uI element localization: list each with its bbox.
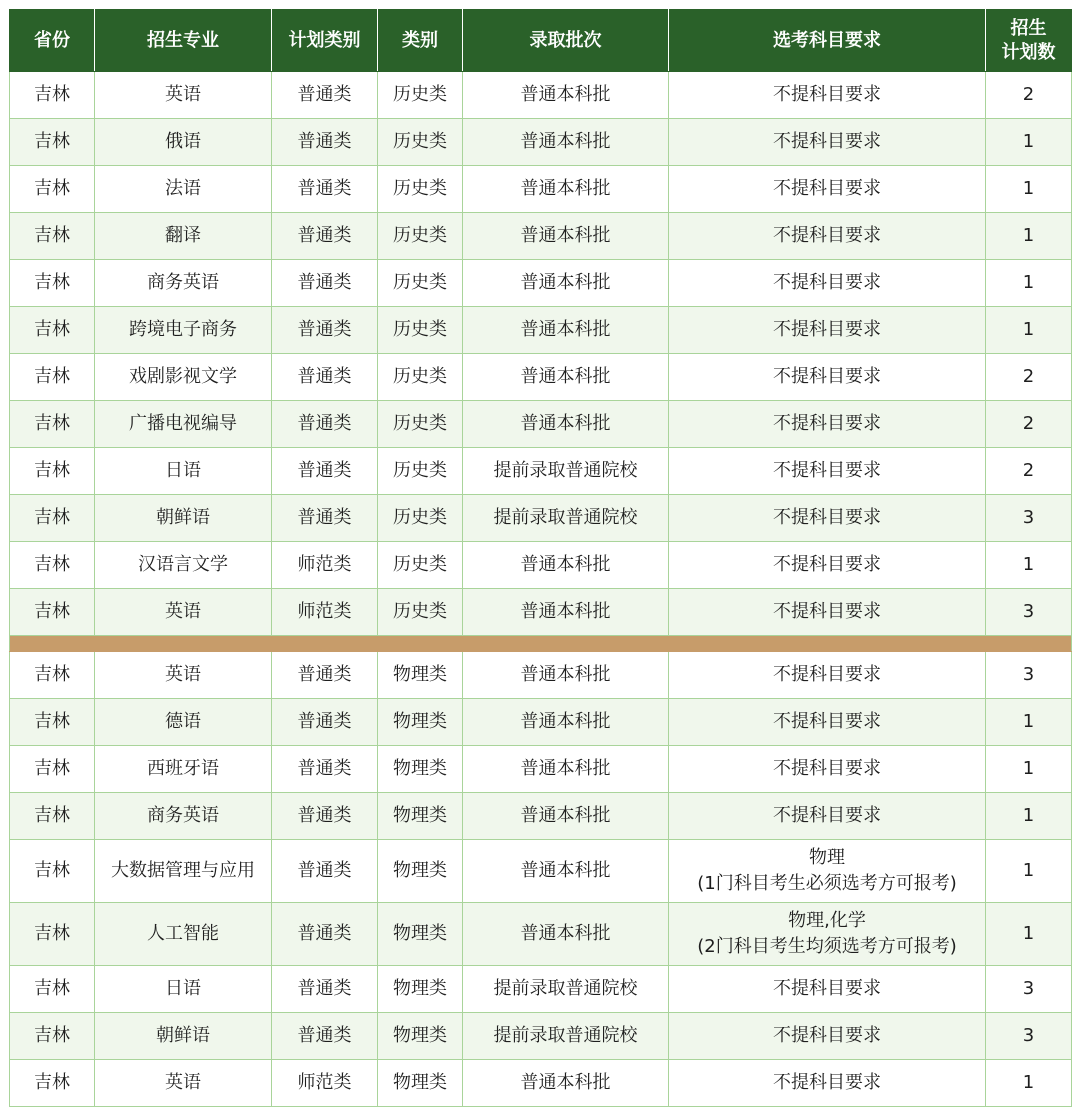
cell-subject-requirement: 不提科目要求: [669, 354, 986, 401]
requirement-subjects: 物理,化学: [788, 910, 866, 931]
cell-batch: 普通本科批: [463, 119, 669, 166]
header-category: 类别: [378, 10, 463, 72]
cell-batch: 普通本科批: [463, 354, 669, 401]
cell-province: 吉林: [10, 746, 95, 793]
cell-plan-type: 普通类: [272, 166, 378, 213]
cell-province: 吉林: [10, 260, 95, 307]
cell-subject-requirement: 不提科目要求: [669, 448, 986, 495]
cell-plan-type: 普通类: [272, 213, 378, 260]
cell-plan-count: 1: [986, 213, 1072, 260]
cell-province: 吉林: [10, 589, 95, 636]
cell-subject-requirement: 不提科目要求: [669, 72, 986, 119]
cell-category: 物理类: [378, 699, 463, 746]
cell-province: 吉林: [10, 699, 95, 746]
cell-plan-count: 1: [986, 746, 1072, 793]
table-row: [10, 542, 1072, 589]
table-row: [10, 903, 1072, 966]
table-row: [10, 213, 1072, 260]
cell-major: 英语: [95, 72, 272, 119]
cell-plan-count: 1: [986, 699, 1072, 746]
cell-province: 吉林: [10, 72, 95, 119]
cell-category: 历史类: [378, 307, 463, 354]
cell-province: 吉林: [10, 652, 95, 699]
cell-major: 日语: [95, 966, 272, 1013]
cell-plan-count: 3: [986, 589, 1072, 636]
cell-plan-type: 普通类: [272, 966, 378, 1013]
cell-plan-type: 师范类: [272, 1060, 378, 1107]
cell-major: 英语: [95, 1060, 272, 1107]
cell-subject-requirement: 不提科目要求: [669, 589, 986, 636]
cell-batch: 普通本科批: [463, 307, 669, 354]
table-row: [10, 119, 1072, 166]
cell-plan-type: 普通类: [272, 903, 378, 966]
cell-category: 历史类: [378, 260, 463, 307]
cell-plan-count: 1: [986, 260, 1072, 307]
cell-province: 吉林: [10, 166, 95, 213]
cell-province: 吉林: [10, 213, 95, 260]
cell-category: 物理类: [378, 966, 463, 1013]
header-plan-type: 计划类别: [272, 10, 378, 72]
cell-batch: 普通本科批: [463, 589, 669, 636]
table-row: [10, 72, 1072, 119]
table-row: [10, 746, 1072, 793]
cell-plan-count: 2: [986, 401, 1072, 448]
header-batch: 录取批次: [463, 10, 669, 72]
section-divider-bar: [10, 636, 1072, 652]
cell-category: 物理类: [378, 1013, 463, 1060]
cell-plan-type: 普通类: [272, 72, 378, 119]
cell-major: 戏剧影视文学: [95, 354, 272, 401]
table-row: [10, 495, 1072, 542]
cell-plan-type: 师范类: [272, 542, 378, 589]
cell-major: 广播电视编导: [95, 401, 272, 448]
requirement-note: (1门科目考生必须选考方可报考): [697, 873, 957, 894]
cell-category: 物理类: [378, 903, 463, 966]
cell-batch: 普通本科批: [463, 260, 669, 307]
table-row: [10, 840, 1072, 903]
cell-plan-count: 2: [986, 448, 1072, 495]
table-row: [10, 589, 1072, 636]
cell-subject-requirement: 不提科目要求: [669, 746, 986, 793]
cell-category: 历史类: [378, 448, 463, 495]
cell-plan-count: 1: [986, 840, 1072, 903]
cell-major: 跨境电子商务: [95, 307, 272, 354]
cell-province: 吉林: [10, 119, 95, 166]
cell-batch: 普通本科批: [463, 166, 669, 213]
table-row: [10, 307, 1072, 354]
cell-batch: 普通本科批: [463, 652, 669, 699]
cell-batch: 普通本科批: [463, 840, 669, 903]
cell-batch: 普通本科批: [463, 903, 669, 966]
cell-major: 朝鲜语: [95, 495, 272, 542]
cell-plan-count: 1: [986, 903, 1072, 966]
table-row: [10, 1060, 1072, 1107]
cell-category: 历史类: [378, 542, 463, 589]
cell-batch: 提前录取普通院校: [463, 448, 669, 495]
header-plan-count: [986, 10, 1072, 72]
cell-province: 吉林: [10, 495, 95, 542]
cell-category: 历史类: [378, 72, 463, 119]
header-row: [10, 10, 1072, 72]
cell-plan-count: 3: [986, 495, 1072, 542]
header-plan-count-line1: 招生: [1010, 17, 1047, 39]
cell-major: 商务英语: [95, 793, 272, 840]
cell-province: 吉林: [10, 793, 95, 840]
cell-category: 物理类: [378, 652, 463, 699]
section-divider: [10, 636, 1072, 652]
table-row: [10, 966, 1072, 1013]
cell-province: 吉林: [10, 1013, 95, 1060]
cell-plan-type: 普通类: [272, 840, 378, 903]
cell-subject-requirement: 不提科目要求: [669, 793, 986, 840]
table-row: [10, 260, 1072, 307]
cell-major: 人工智能: [95, 903, 272, 966]
table-body: [10, 72, 1072, 1107]
cell-plan-type: 普通类: [272, 746, 378, 793]
requirement-note: (2门科目考生均须选考方可报考): [697, 936, 957, 957]
table-row: [10, 166, 1072, 213]
cell-plan-type: 普通类: [272, 1013, 378, 1060]
cell-province: 吉林: [10, 307, 95, 354]
cell-subject-requirement: 不提科目要求: [669, 652, 986, 699]
cell-category: 历史类: [378, 119, 463, 166]
cell-subject-requirement: 不提科目要求: [669, 260, 986, 307]
cell-plan-type: 普通类: [272, 652, 378, 699]
cell-batch: 提前录取普通院校: [463, 966, 669, 1013]
cell-subject-requirement: [669, 903, 986, 966]
table-row: [10, 448, 1072, 495]
cell-subject-requirement: [669, 840, 986, 903]
cell-subject-requirement: 不提科目要求: [669, 1013, 986, 1060]
cell-batch: 普通本科批: [463, 793, 669, 840]
cell-batch: 普通本科批: [463, 699, 669, 746]
cell-plan-type: 普通类: [272, 354, 378, 401]
cell-plan-count: 3: [986, 966, 1072, 1013]
cell-subject-requirement: 不提科目要求: [669, 699, 986, 746]
cell-major: 英语: [95, 652, 272, 699]
cell-province: 吉林: [10, 401, 95, 448]
cell-plan-count: 1: [986, 793, 1072, 840]
cell-plan-count: 3: [986, 1013, 1072, 1060]
cell-major: 俄语: [95, 119, 272, 166]
cell-batch: 普通本科批: [463, 1060, 669, 1107]
cell-plan-count: 1: [986, 166, 1072, 213]
cell-subject-requirement: 不提科目要求: [669, 119, 986, 166]
cell-province: 吉林: [10, 840, 95, 903]
cell-plan-type: 普通类: [272, 119, 378, 166]
cell-category: 历史类: [378, 354, 463, 401]
table-row: [10, 699, 1072, 746]
cell-plan-count: 1: [986, 542, 1072, 589]
cell-batch: 提前录取普通院校: [463, 1013, 669, 1060]
cell-category: 历史类: [378, 166, 463, 213]
cell-category: 历史类: [378, 213, 463, 260]
cell-major: 大数据管理与应用: [95, 840, 272, 903]
cell-major: 法语: [95, 166, 272, 213]
cell-category: 历史类: [378, 495, 463, 542]
cell-batch: 普通本科批: [463, 72, 669, 119]
cell-plan-type: 普通类: [272, 260, 378, 307]
cell-batch: 普通本科批: [463, 401, 669, 448]
cell-category: 历史类: [378, 401, 463, 448]
cell-subject-requirement: 不提科目要求: [669, 1060, 986, 1107]
cell-province: 吉林: [10, 542, 95, 589]
cell-subject-requirement: 不提科目要求: [669, 401, 986, 448]
cell-subject-requirement: 不提科目要求: [669, 495, 986, 542]
cell-category: 物理类: [378, 793, 463, 840]
table-row: [10, 652, 1072, 699]
cell-subject-requirement: 不提科目要求: [669, 307, 986, 354]
cell-plan-count: 2: [986, 72, 1072, 119]
cell-major: 德语: [95, 699, 272, 746]
cell-province: 吉林: [10, 966, 95, 1013]
table-row: [10, 354, 1072, 401]
cell-plan-type: 师范类: [272, 589, 378, 636]
cell-province: 吉林: [10, 1060, 95, 1107]
header-plan-count-line2: 计划数: [1001, 41, 1056, 63]
cell-plan-type: 普通类: [272, 495, 378, 542]
header-major: 招生专业: [95, 10, 272, 72]
cell-major: 翻译: [95, 213, 272, 260]
header-subject-requirement: 选考科目要求: [669, 10, 986, 72]
cell-plan-type: 普通类: [272, 401, 378, 448]
table-row: [10, 1013, 1072, 1060]
cell-plan-count: 1: [986, 307, 1072, 354]
cell-plan-count: 1: [986, 1060, 1072, 1107]
cell-subject-requirement: 不提科目要求: [669, 966, 986, 1013]
cell-subject-requirement: 不提科目要求: [669, 542, 986, 589]
cell-major: 英语: [95, 589, 272, 636]
requirement-subjects: 物理: [809, 847, 845, 868]
cell-major: 西班牙语: [95, 746, 272, 793]
cell-batch: 普通本科批: [463, 213, 669, 260]
cell-province: 吉林: [10, 448, 95, 495]
table-row: [10, 401, 1072, 448]
cell-plan-type: 普通类: [272, 448, 378, 495]
cell-major: 商务英语: [95, 260, 272, 307]
cell-major: 日语: [95, 448, 272, 495]
cell-plan-type: 普通类: [272, 699, 378, 746]
cell-category: 物理类: [378, 840, 463, 903]
admission-plan-table: [9, 9, 1072, 1107]
cell-province: 吉林: [10, 354, 95, 401]
cell-plan-count: 2: [986, 354, 1072, 401]
cell-batch: 普通本科批: [463, 746, 669, 793]
cell-category: 历史类: [378, 589, 463, 636]
cell-subject-requirement: 不提科目要求: [669, 166, 986, 213]
cell-subject-requirement: 不提科目要求: [669, 213, 986, 260]
cell-plan-type: 普通类: [272, 793, 378, 840]
cell-major: 朝鲜语: [95, 1013, 272, 1060]
cell-province: 吉林: [10, 903, 95, 966]
cell-batch: 普通本科批: [463, 542, 669, 589]
header-province: 省份: [10, 10, 95, 72]
cell-plan-count: 3: [986, 652, 1072, 699]
cell-plan-count: 1: [986, 119, 1072, 166]
cell-category: 物理类: [378, 746, 463, 793]
cell-batch: 提前录取普通院校: [463, 495, 669, 542]
cell-plan-type: 普通类: [272, 307, 378, 354]
cell-category: 物理类: [378, 1060, 463, 1107]
table-row: [10, 793, 1072, 840]
cell-major: 汉语言文学: [95, 542, 272, 589]
